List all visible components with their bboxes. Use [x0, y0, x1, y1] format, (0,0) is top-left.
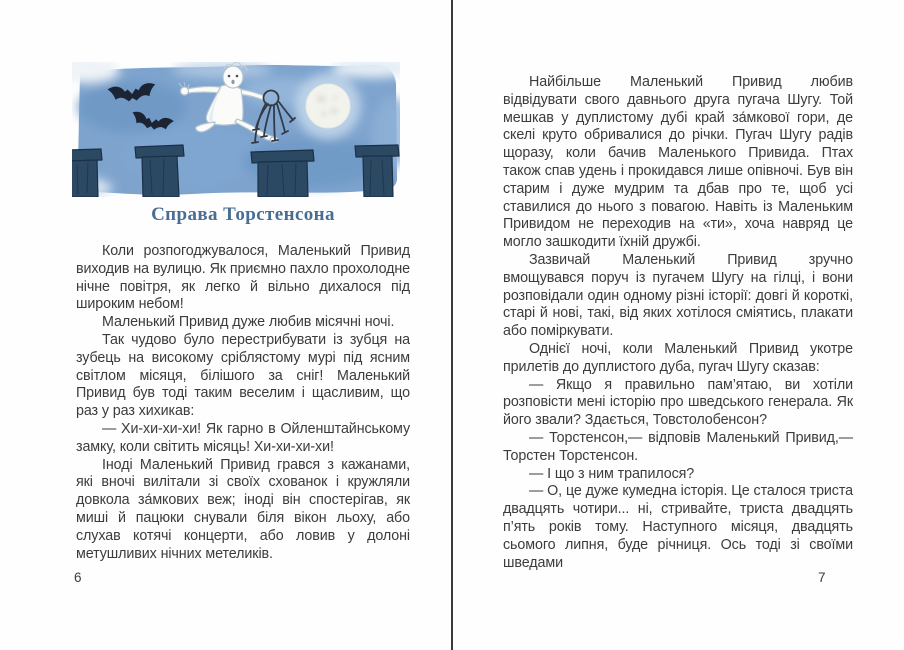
paragraph: — Хи-хи-хи-хи! Як гарно в Ойленштайнському замку, коли світить місяць! Хи-хи-хи-хи! — [76, 420, 410, 455]
paragraph: — Якщо я правильно пам’ятаю, ви хотіли розповісти мені історію про шведського генерала. Як його звали? Здається, Товстолобенсон? — [503, 376, 853, 429]
page-left — [0, 0, 451, 650]
paragraph: Так чудово було перестрибувати із зубця на зубець на високому сріблястому мурі під ясним світлом місяця, білішого за сніг! Маленький Привид був тоді таким веселим і щасливим, що раз у раз хихикав: — [76, 331, 410, 420]
illustration-night-scene — [72, 62, 400, 197]
page-number-left: 6 — [74, 570, 82, 585]
left-page-text — [76, 243, 410, 563]
paragraph: Маленький Привид дуже любив місячні ночі. — [102, 314, 395, 331]
paragraph: — І що з ним трапилося? — [529, 465, 695, 482]
page-number-right: 7 — [818, 570, 826, 585]
paragraph: Найбільше Маленький Привид любив відвідувати свого давнього друга пугача Шугу. Той мешкав у дуплистому дубі край за́мкової гори, де скелі круто обривалися до річки. Пугач Шугу радів щоразу, коли бачив Маленького Привида. Птах також спав удень і прокидався лише опівночі. Був він старим і дуже мудрим та дбав про те, щоб усі ставилися до нього з повагою. Навіть із Маленьким Привидом не переходив на «ти», хоча навряд це могло зашкодити їхній дружбі. — [503, 74, 853, 251]
paragraph: Іноді Маленький Привид грався з кажанами, які вночі вилітали зі своїх схованок і кружляли довкола за́мкових веж; іноді він спостерігав, як миші й пацюки снували біля вікон льоху, або слухав котячі концерти, або ловив у долоні метушливих нічних метеликів. — [76, 456, 410, 562]
right-page-text — [503, 74, 853, 572]
paragraph: Однієї ночі, коли Маленький Привид укотре прилетів до дуплистого дуба, пугач Шугу сказав: — [503, 340, 853, 375]
page-right — [453, 0, 904, 650]
moon-icon — [306, 84, 350, 128]
paragraph: — Торстенсон,— відповів Маленький Привид,— Торстен Торстенсон. — [503, 429, 853, 464]
chapter-title: Справа Торстенсона — [151, 204, 335, 225]
paragraph: Коли розпогоджувалося, Маленький Привид виходив на вулицю. Як приємно пахло прохолодне нічне повітря, як легко й вільно дихалося під широким небом! — [76, 243, 410, 313]
paragraph: — О, це дуже кумедна історія. Це сталося триста двадцять чотири... ні, стривайте, триста двадцять п’ять років тому. Наступного місяця, двадцять сьомого липня, буде річниця. Ось тоді зі своїми шведами — [503, 483, 853, 571]
paragraph: Зазвичай Маленький Привид зручно вмощувався поруч із пугачем Шугу на гілці, і вони розповідали один одному різні історії: довгі й короткі, старі й нові, такі, від яких хотілося сміятись, плакати або поміркувати. — [503, 251, 853, 340]
